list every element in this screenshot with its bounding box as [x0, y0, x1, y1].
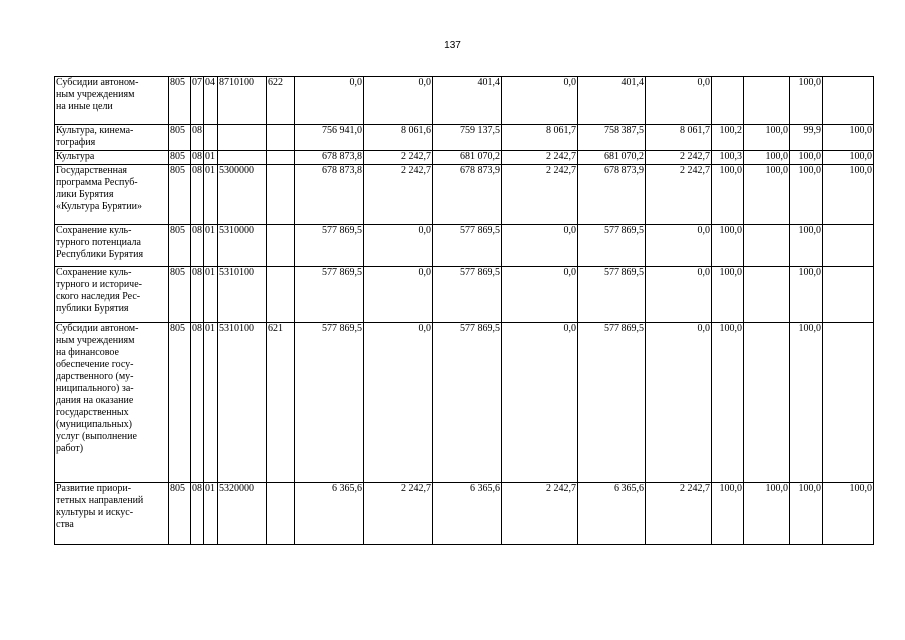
cell-rz: 08	[191, 225, 204, 267]
cell-ved: 805	[169, 483, 191, 545]
row-name-cell	[55, 77, 169, 125]
cell-c8	[744, 323, 790, 483]
cell-c3: 401,4	[433, 77, 502, 125]
row-name-line: лики Бурятия	[56, 189, 114, 200]
row-name-line: Развитие приори-	[56, 483, 132, 494]
row-name-line: культуры и искус-	[56, 507, 134, 518]
row-name-line: работ)	[56, 443, 84, 454]
cell-vr	[267, 267, 295, 323]
cell-pr: 01	[204, 225, 218, 267]
cell-c1: 577 869,5	[295, 267, 364, 323]
row-name-cell	[55, 323, 169, 483]
cell-c6: 0,0	[646, 267, 712, 323]
cell-c2: 0,0	[364, 77, 433, 125]
cell-pr: 01	[204, 483, 218, 545]
cell-c7: 100,2	[712, 125, 744, 151]
row-name-line: Государственная	[56, 165, 128, 176]
table-row	[55, 483, 874, 545]
row-name-line: «Культура Бурятии»	[56, 201, 142, 212]
row-name-line: государственных	[56, 407, 129, 418]
cell-c6: 0,0	[646, 225, 712, 267]
cell-c7: 100,0	[712, 165, 744, 225]
cell-vr: 621	[267, 323, 295, 483]
cell-c8	[744, 267, 790, 323]
cell-c10	[823, 267, 874, 323]
row-name-line: турного потенциала	[56, 237, 141, 248]
cell-vr: 622	[267, 77, 295, 125]
cell-c2: 0,0	[364, 225, 433, 267]
cell-c5: 401,4	[578, 77, 646, 125]
table-row	[55, 323, 874, 483]
cell-vr	[267, 483, 295, 545]
cell-c10: 100,0	[823, 165, 874, 225]
cell-c9: 100,0	[790, 323, 823, 483]
cell-csr	[218, 125, 267, 151]
cell-c4: 2 242,7	[502, 165, 578, 225]
row-name-cell	[55, 267, 169, 323]
cell-c1: 678 873,8	[295, 165, 364, 225]
cell-csr	[218, 151, 267, 165]
cell-c3: 577 869,5	[433, 267, 502, 323]
row-name-line: ным учреждениям	[56, 335, 135, 346]
cell-c3: 577 869,5	[433, 225, 502, 267]
row-name-line: услуг (выполнение	[56, 431, 137, 442]
row-name-line: ского наследия Рес-	[56, 291, 141, 302]
cell-c2: 0,0	[364, 323, 433, 483]
row-name-line: программа Респуб-	[56, 177, 138, 188]
cell-c7: 100,0	[712, 225, 744, 267]
cell-c1: 577 869,5	[295, 323, 364, 483]
table-row	[55, 151, 874, 165]
cell-c10	[823, 225, 874, 267]
row-name-line: Культура	[56, 151, 95, 162]
cell-c8	[744, 225, 790, 267]
cell-c9: 100,0	[790, 151, 823, 165]
cell-c2: 2 242,7	[364, 165, 433, 225]
cell-c3: 759 137,5	[433, 125, 502, 151]
cell-c3: 681 070,2	[433, 151, 502, 165]
cell-c2: 0,0	[364, 267, 433, 323]
row-name-line: на финансовое	[56, 347, 119, 358]
cell-pr: 01	[204, 267, 218, 323]
cell-csr: 8710100	[218, 77, 267, 125]
row-name-line: дания на оказание	[56, 395, 134, 406]
cell-c10: 100,0	[823, 151, 874, 165]
cell-pr: 04	[204, 77, 218, 125]
cell-csr: 5300000	[218, 165, 267, 225]
row-name-cell	[55, 483, 169, 545]
cell-rz: 08	[191, 323, 204, 483]
row-name-cell	[55, 225, 169, 267]
cell-c5: 678 873,9	[578, 165, 646, 225]
cell-ved: 805	[169, 125, 191, 151]
row-name-line: Сохранение куль-	[56, 225, 132, 236]
cell-c1: 0,0	[295, 77, 364, 125]
cell-c6: 8 061,7	[646, 125, 712, 151]
cell-c1: 577 869,5	[295, 225, 364, 267]
cell-c9: 100,0	[790, 225, 823, 267]
cell-vr	[267, 165, 295, 225]
cell-csr: 5310100	[218, 323, 267, 483]
cell-c4: 0,0	[502, 77, 578, 125]
cell-c2: 2 242,7	[364, 483, 433, 545]
cell-c7: 100,0	[712, 323, 744, 483]
row-name-line: на иные цели	[56, 101, 113, 112]
cell-rz: 08	[191, 125, 204, 151]
cell-rz: 08	[191, 483, 204, 545]
row-name-line: Сохранение куль-	[56, 267, 132, 278]
row-name-line: турного и историче-	[56, 279, 142, 290]
row-name-line: ства	[56, 519, 74, 530]
row-name-line: тетных направлений	[56, 495, 144, 506]
table-row	[55, 225, 874, 267]
cell-c6: 2 242,7	[646, 151, 712, 165]
row-name-line: Культура, кинема-	[56, 125, 134, 136]
cell-c7: 100,0	[712, 483, 744, 545]
cell-pr: 01	[204, 151, 218, 165]
cell-c1: 6 365,6	[295, 483, 364, 545]
cell-c4: 0,0	[502, 323, 578, 483]
cell-c10: 100,0	[823, 483, 874, 545]
cell-c9: 100,0	[790, 77, 823, 125]
cell-c7	[712, 77, 744, 125]
cell-pr	[204, 125, 218, 151]
cell-c8	[744, 77, 790, 125]
cell-rz: 07	[191, 77, 204, 125]
row-name-line: (муниципальных)	[56, 419, 132, 430]
cell-ved: 805	[169, 267, 191, 323]
cell-csr: 5310000	[218, 225, 267, 267]
cell-ved: 805	[169, 323, 191, 483]
cell-rz: 08	[191, 165, 204, 225]
cell-c9: 99,9	[790, 125, 823, 151]
row-name-cell	[55, 125, 169, 151]
cell-pr: 01	[204, 165, 218, 225]
cell-c4: 8 061,7	[502, 125, 578, 151]
cell-csr: 5320000	[218, 483, 267, 545]
cell-c4: 0,0	[502, 267, 578, 323]
page-number: 137	[444, 40, 461, 51]
cell-c6: 0,0	[646, 323, 712, 483]
row-name-line: ниципального) за-	[56, 383, 134, 394]
cell-csr: 5310100	[218, 267, 267, 323]
row-name-line: тография	[56, 137, 96, 148]
cell-vr	[267, 225, 295, 267]
row-name-line: Субсидии автоном-	[56, 323, 139, 334]
cell-c7: 100,0	[712, 267, 744, 323]
cell-c6: 2 242,7	[646, 165, 712, 225]
row-name-line: Республики Бурятия	[56, 249, 144, 260]
cell-c9: 100,0	[790, 483, 823, 545]
cell-ved: 805	[169, 225, 191, 267]
table-row	[55, 267, 874, 323]
cell-c2: 8 061,6	[364, 125, 433, 151]
row-name-line: ным учреждениям	[56, 89, 135, 100]
cell-c10	[823, 77, 874, 125]
cell-c4: 2 242,7	[502, 151, 578, 165]
cell-c5: 577 869,5	[578, 225, 646, 267]
cell-c1: 756 941,0	[295, 125, 364, 151]
row-name-line: Субсидии автоном-	[56, 77, 139, 88]
cell-c4: 2 242,7	[502, 483, 578, 545]
cell-rz: 08	[191, 151, 204, 165]
table-row	[55, 77, 874, 125]
cell-c5: 681 070,2	[578, 151, 646, 165]
cell-c8: 100,0	[744, 483, 790, 545]
cell-ved: 805	[169, 77, 191, 125]
cell-c7: 100,3	[712, 151, 744, 165]
row-name-cell	[55, 165, 169, 225]
row-name-line: обеспечение госу-	[56, 359, 134, 370]
cell-c4: 0,0	[502, 225, 578, 267]
cell-c5: 6 365,6	[578, 483, 646, 545]
cell-c9: 100,0	[790, 165, 823, 225]
cell-ved: 805	[169, 165, 191, 225]
cell-c5: 577 869,5	[578, 323, 646, 483]
cell-c10	[823, 323, 874, 483]
row-name-cell	[55, 151, 169, 165]
row-name-line: дарственного (му-	[56, 371, 134, 382]
cell-c3: 6 365,6	[433, 483, 502, 545]
cell-c5: 577 869,5	[578, 267, 646, 323]
table-row	[55, 165, 874, 225]
cell-c6: 0,0	[646, 77, 712, 125]
cell-c6: 2 242,7	[646, 483, 712, 545]
cell-c3: 577 869,5	[433, 323, 502, 483]
cell-c2: 2 242,7	[364, 151, 433, 165]
cell-pr: 01	[204, 323, 218, 483]
cell-c8: 100,0	[744, 151, 790, 165]
cell-c3: 678 873,9	[433, 165, 502, 225]
row-name-line: публики Бурятия	[56, 303, 129, 314]
cell-vr	[267, 151, 295, 165]
cell-c8: 100,0	[744, 125, 790, 151]
cell-c5: 758 387,5	[578, 125, 646, 151]
cell-c8: 100,0	[744, 165, 790, 225]
table-row	[55, 125, 874, 151]
cell-c9: 100,0	[790, 267, 823, 323]
cell-rz: 08	[191, 267, 204, 323]
budget-table	[54, 76, 874, 545]
cell-ved: 805	[169, 151, 191, 165]
cell-c1: 678 873,8	[295, 151, 364, 165]
cell-c10: 100,0	[823, 125, 874, 151]
cell-vr	[267, 125, 295, 151]
